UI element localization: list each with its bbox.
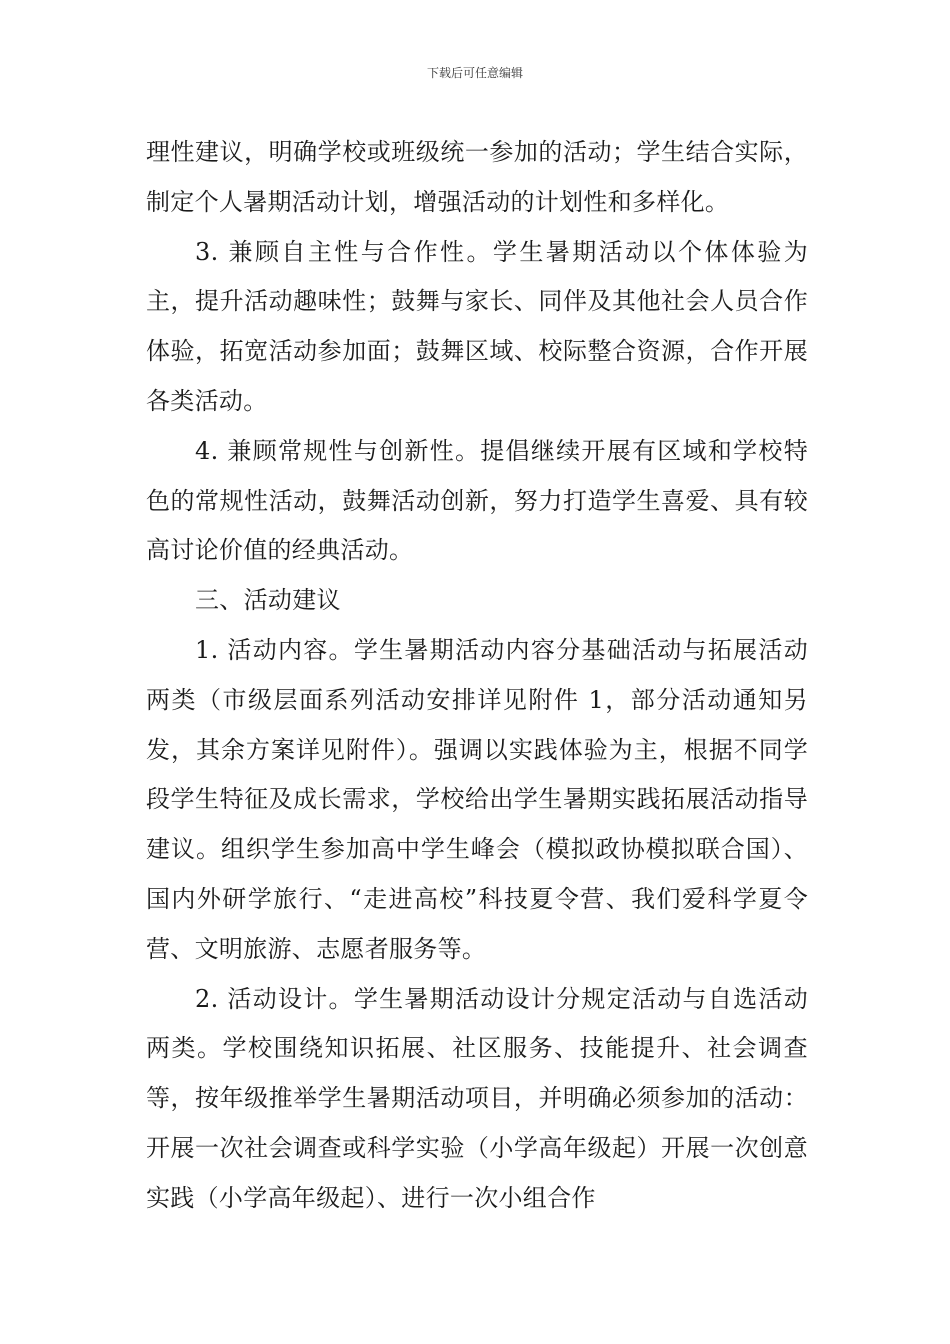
paragraph-activity-design: 2. 活动设计。学生暑期活动设计分规定活动与自选活动两类。学校围绕知识拓展、社区服务、技能提升、社会调查等，按年级推举学生暑期活动项目，并明确必须参加的活动：开展一次社会调查或科学实验（小学高年级起）开展一次创意实践（小学高年级起）、进行一次小组合作 <box>146 984 808 1212</box>
page-header: 下载后可任意编辑 <box>426 66 523 80</box>
paragraph-continuation: 理性建议，明确学校或班级统一参加的活动；学生结合实际，制定个人暑期活动计划，增强活动的计划性和多样化。 <box>146 138 808 216</box>
paragraph-item-3: 3. 兼顾自主性与合作性。学生暑期活动以个体体验为主，提升活动趣味性；鼓舞与家长、同伴及其他社会人员合作体验，拓宽活动参加面；鼓舞区域、校际整合资源，合作开展各类活动。 <box>146 237 808 415</box>
paragraph-item-4: 4. 兼顾常规性与创新性。提倡继续开展有区域和学校特色的常规性活动，鼓舞活动创新，努力打造学生喜爱、具有较高讨论价值的经典活动。 <box>146 436 808 565</box>
section-heading-activity-suggestions: 三、活动建议 <box>195 586 341 615</box>
document-body <box>146 128 808 1224</box>
paragraph-activity-content: 1. 活动内容。学生暑期活动内容分基础活动与拓展活动两类（市级层面系列活动安排详见附件 1，部分活动通知另发，其余方案详见附件）。强调以实践体验为主，根据不同学段学生特征及成长需求，学校给出学生暑期实践拓展活动指导建议。组织学生参加高中学生峰会（模拟政协模拟联合国）、国内外研学旅行、“走进高校”科技夏令营、我们爱科学夏令营、文明旅游、志愿者服务等。 <box>146 635 808 963</box>
